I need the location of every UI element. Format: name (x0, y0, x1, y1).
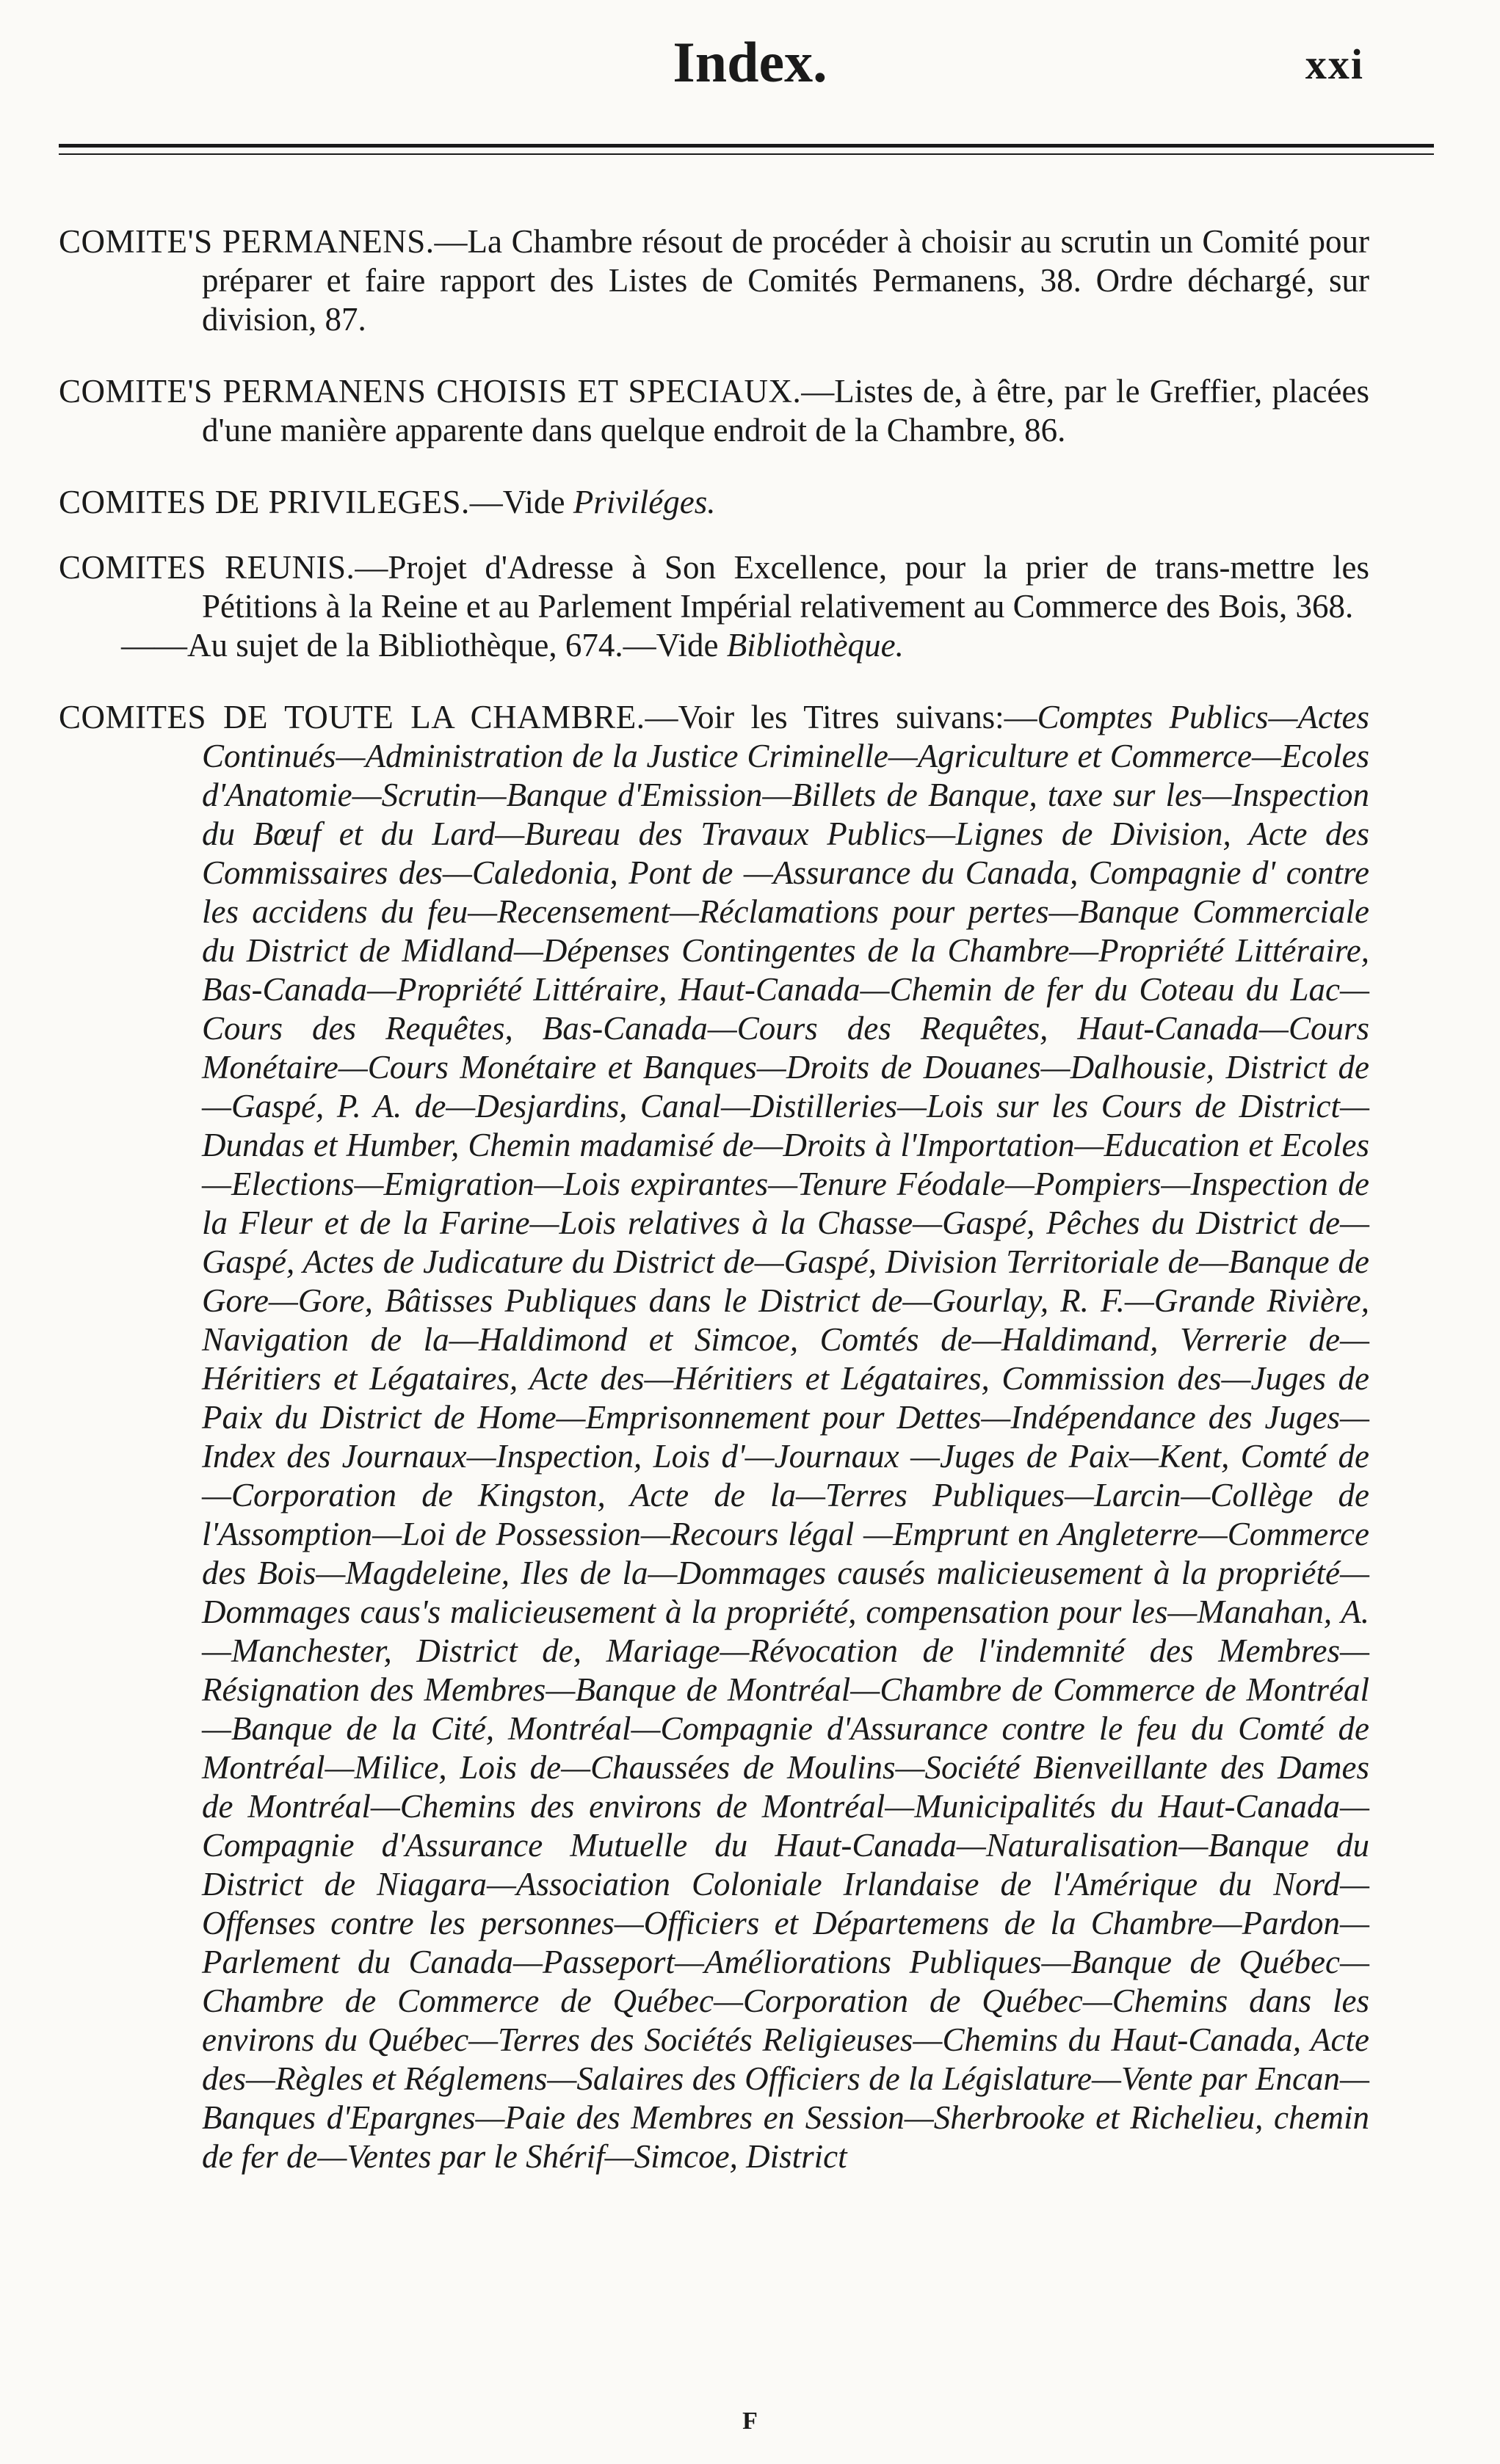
entry-text: —Voir les Titres suivans:— (645, 699, 1037, 735)
entry-heading: COMITES DE PRIVILEGES. (59, 484, 470, 520)
index-entry (59, 698, 1369, 2176)
index-entry (59, 222, 1369, 339)
index-entry (59, 548, 1369, 665)
entry-text: —La Chambre résout de procéder à choisir au scrutin un Comité pour préparer et faire rapport des Listes de Comités Permanens, 38. Ordre déchargé, sur division, 87. (202, 223, 1370, 338)
index-entries (59, 189, 1369, 2203)
entry-text: —Vide (469, 484, 565, 520)
entry-text: —Listes de, à être, par le Greffier, placées d'une manière apparente dans quelque endroit de la Chambre, 86. (202, 373, 1369, 448)
subentry-text: ——Au sujet de la Bibliothèque, 674.—Vide (121, 627, 719, 664)
entry-text: —Projet d'Adresse à Son Excellence, pour la prier de trans-mettre les Pétitions à la Reine et au Parlement Impérial relativement au Commerce des Bois, 368. (202, 549, 1369, 625)
entry-heading: COMITES DE TOUTE LA CHAMBRE. (59, 699, 645, 735)
page-title: Index. (673, 30, 827, 94)
page-number: xxi (1305, 40, 1364, 88)
entry-crossref: Priviléges. (573, 484, 716, 520)
index-entry (59, 372, 1369, 450)
entry-heading: COMITES REUNIS. (59, 549, 355, 586)
running-head (0, 22, 1500, 110)
entry-crossref-list: Comptes Publics—Actes Continués—Administration de la Justice Criminelle—Agriculture et Commerce—Ecoles d'Anatomie—Scrutin—Banque d'Emission—Billets de Banque, taxe sur les—Inspection du Bœuf et du Lard—Bureau des Travaux Publics—Lignes de Division, Acte des Commissaires des—Caledonia, Pont de —Assurance du Canada, Compagnie d' contre les accidens du feu—Recensement—Réclamations pour pertes—Banque Commerciale du District de Midland—Dépenses Contingentes de la Chambre—Propriété Littéraire, Bas-Canada—Propriété Littéraire, Haut-Canada—Chemin de fer du Coteau du Lac—Cours des Requêtes, Bas-Canada—Cours des Requêtes, Haut-Canada—Cours Monétaire—Cours Monétaire et Banques—Droits de Douanes—Dalhousie, District de—Gaspé, P. A. de—Desjardins, Canal—Distilleries—Lois sur les Cours de District—Dundas et Humber, Chemin madamisé de—Droits à l'Importation—Education et Ecoles—Elections—Emigration—Lois expirantes—Tenure Féodale—Pompiers—Inspection de la Fleur et de la Farine—Lois relatives à la Chasse—Gaspé, Pêches du District de—Gaspé, Actes de Judicature du District de—Gaspé, Division Territoriale de—Banque de Gore—Gore, Bâtisses Publiques dans le District de—Gourlay, R. F.—Grande Rivière, Navigation de la—Haldimond et Simcoe, Comtés de—Haldimand, Verrerie de—Héritiers et Légataires, Acte des—Héritiers et Légataires, Commission des—Juges de Paix du District de Home—Emprisonnement pour Dettes—Indépendance des Juges—Index des Journaux—Inspection, Lois d'—Journaux —Juges de Paix—Kent, Comté de—Corporation de Kingston, Acte de la—Terres Publiques—Larcin—Collège de l'Assomption—Loi de Possession—Recours légal —Emprunt en Angleterre—Commerce des Bois—Magdeleine, Iles de la—Dommages causés malicieusement à la propriété—Dommages caus's malicieusement à la propriété, compensation pour les—Manahan, A.—Manchester, District de, Mariage—Révocation de l'indemnité des Membres—Résignation des Membres—Banque de Montréal—Chambre de Commerce de Montréal—Banque de la Cité, Montréal—Compagnie d'Assurance contre le feu du Comté de Montréal—Milice, Lois de—Chaussées de Moulins—Société Bienveillante des Dames de Montréal—Chemins des environs de Montréal—Municipalités du Haut-Canada—Compagnie d'Assurance Mutuelle du Haut-Canada—Naturalisation—Banque du District de Niagara—Association Coloniale Irlandaise de l'Amérique du Nord—Offenses contre les personnes—Officiers et Départemens de la Chambre—Pardon—Parlement du Canada—Passeport—Améliorations Publiques—Banque de Québec—Chambre de Commerce de Québec—Corporation de Québec—Chemins dans les environs du Québec—Terres des Sociétés Religieuses—Chemins du Haut-Canada, Acte des—Règles et Réglemens—Salaires des Officiers de la Législature—Vente par Encan—Banques d'Epargnes—Paie des Membres en Session—Sherbrooke et Richelieu, chemin de fer de—Ventes par le Shérif—Simcoe, District (202, 699, 1369, 2175)
entry-heading: COMITE'S PERMANENS CHOISIS ET SPECIAUX. (59, 373, 802, 410)
entry-subentry (121, 626, 1369, 665)
entry-main (59, 548, 1369, 626)
signature-mark: F (742, 2407, 758, 2435)
index-entry (59, 483, 1369, 522)
subentry-crossref: Bibliothèque. (726, 627, 904, 664)
header-rule-thick (59, 144, 1434, 148)
header-rule-thin (59, 153, 1434, 155)
entry-heading: COMITE'S PERMANENS. (59, 223, 435, 260)
